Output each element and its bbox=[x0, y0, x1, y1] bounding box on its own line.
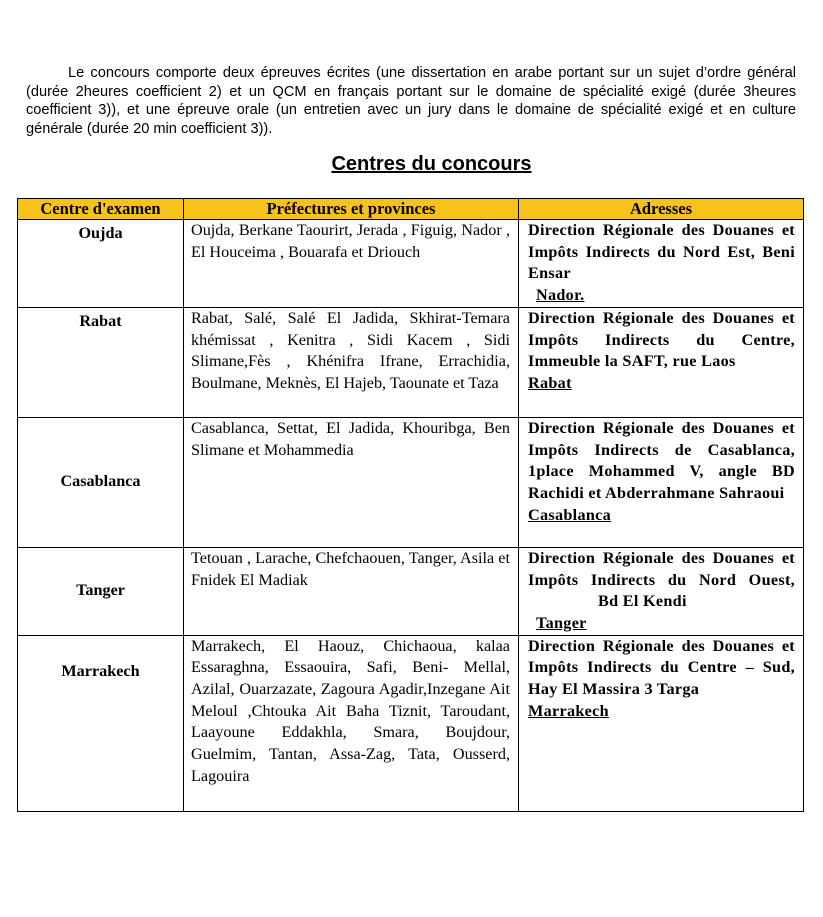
section-heading: Centres du concours bbox=[331, 153, 532, 175]
address-text: Direction Régionale des Douanes et Impôts Indirects du Nord Ouest, bbox=[528, 548, 795, 589]
centre-cell: Rabat bbox=[18, 307, 184, 417]
address-cell bbox=[519, 220, 804, 308]
address-city: Tanger bbox=[536, 613, 587, 632]
header-addresses: Adresses bbox=[519, 199, 804, 220]
address-city: Casablanca bbox=[528, 505, 612, 524]
provinces-cell: Casablanca, Settat, El Jadida, Khouribga, Ben Slimane et Mohammedia bbox=[184, 417, 519, 547]
address-cell bbox=[519, 635, 804, 811]
provinces-cell: Oujda, Berkane Taourirt, Jerada , Figuig, Nador , El Houceima , Bouarafa et Driouch bbox=[184, 220, 519, 308]
address-text: Direction Régionale des Douanes et Impôts Indirects du Centre, Immeuble la SAFT, rue Laos bbox=[528, 308, 795, 371]
table-header-row bbox=[18, 199, 804, 220]
table-row bbox=[18, 417, 804, 547]
provinces-cell: Marrakech, El Haouz, Chichaoua, kalaa Essaraghna, Essaouira, Safi, Beni- Mellal, Azilal, Ouarzazate, Zagoura Agadir,Inzegane Ait Meloul ,Chtouka Ait Baha Tiznit, Taroudant, Laayoune Eddakhla, Smara, Boujdour, Guelmim, Tantan, Assa-Zag, Tata, Ousserd, Lagouira bbox=[184, 635, 519, 811]
address-cell bbox=[519, 307, 804, 417]
provinces-cell: Tetouan , Larache, Chefchaouen, Tanger, Asila et Fnidek El Madiak bbox=[184, 547, 519, 635]
address-city: Nador. bbox=[536, 286, 585, 305]
centre-cell: Oujda bbox=[18, 220, 184, 308]
table-row bbox=[18, 307, 804, 417]
address-city: Marrakech bbox=[528, 701, 609, 720]
centre-cell: Marrakech bbox=[18, 635, 184, 811]
centre-cell: Casablanca bbox=[18, 417, 184, 547]
header-centre: Centre d'examen bbox=[18, 199, 184, 220]
address-text: Direction Régionale des Douanes et Impôts Indirects du Nord Est, Beni Ensar bbox=[528, 221, 795, 283]
centre-cell: Tanger bbox=[18, 547, 184, 635]
header-provinces: Préfectures et provinces bbox=[184, 199, 519, 220]
exam-centres-table bbox=[17, 198, 804, 812]
intro-paragraph: Le concours comporte deux épreuves écrites (une dissertation en arabe portant sur un sujet d’ordre général (durée 2heures coefficient 2) et un QCM en français portant sur le domaine de spécialité exigé (durée 3heures coefficient 3)), et une épreuve orale (un entretien avec un jury dans le domaine de spécialité exigé et en culture générale (durée 20 min coefficient 3)). bbox=[26, 65, 796, 137]
address-city: Rabat bbox=[528, 373, 572, 392]
address-cell bbox=[519, 547, 804, 635]
address-cell bbox=[519, 417, 804, 547]
table-row bbox=[18, 547, 804, 635]
table-row bbox=[18, 635, 804, 811]
provinces-cell: Rabat, Salé, Salé El Jadida, Skhirat-Temara khémissat , Kenitra , Sidi Kacem , Sidi Slimane,Fès , Khénifra Ifrane, Errachidia, Boulmane, Meknès, El Hajeb, Taounate et Taza bbox=[184, 307, 519, 417]
table-row bbox=[18, 220, 804, 308]
address-street: Bd El Kendi bbox=[598, 592, 687, 611]
address-text: Direction Régionale des Douanes et Impôts Indirects du Centre – Sud, Hay El Massira 3 Targa bbox=[528, 636, 795, 699]
address-text: Direction Régionale des Douanes et Impôts Indirects de Casablanca, 1place Mohammed V, angle BD Rachidi et Abderrahmane Sahraoui bbox=[528, 418, 795, 502]
